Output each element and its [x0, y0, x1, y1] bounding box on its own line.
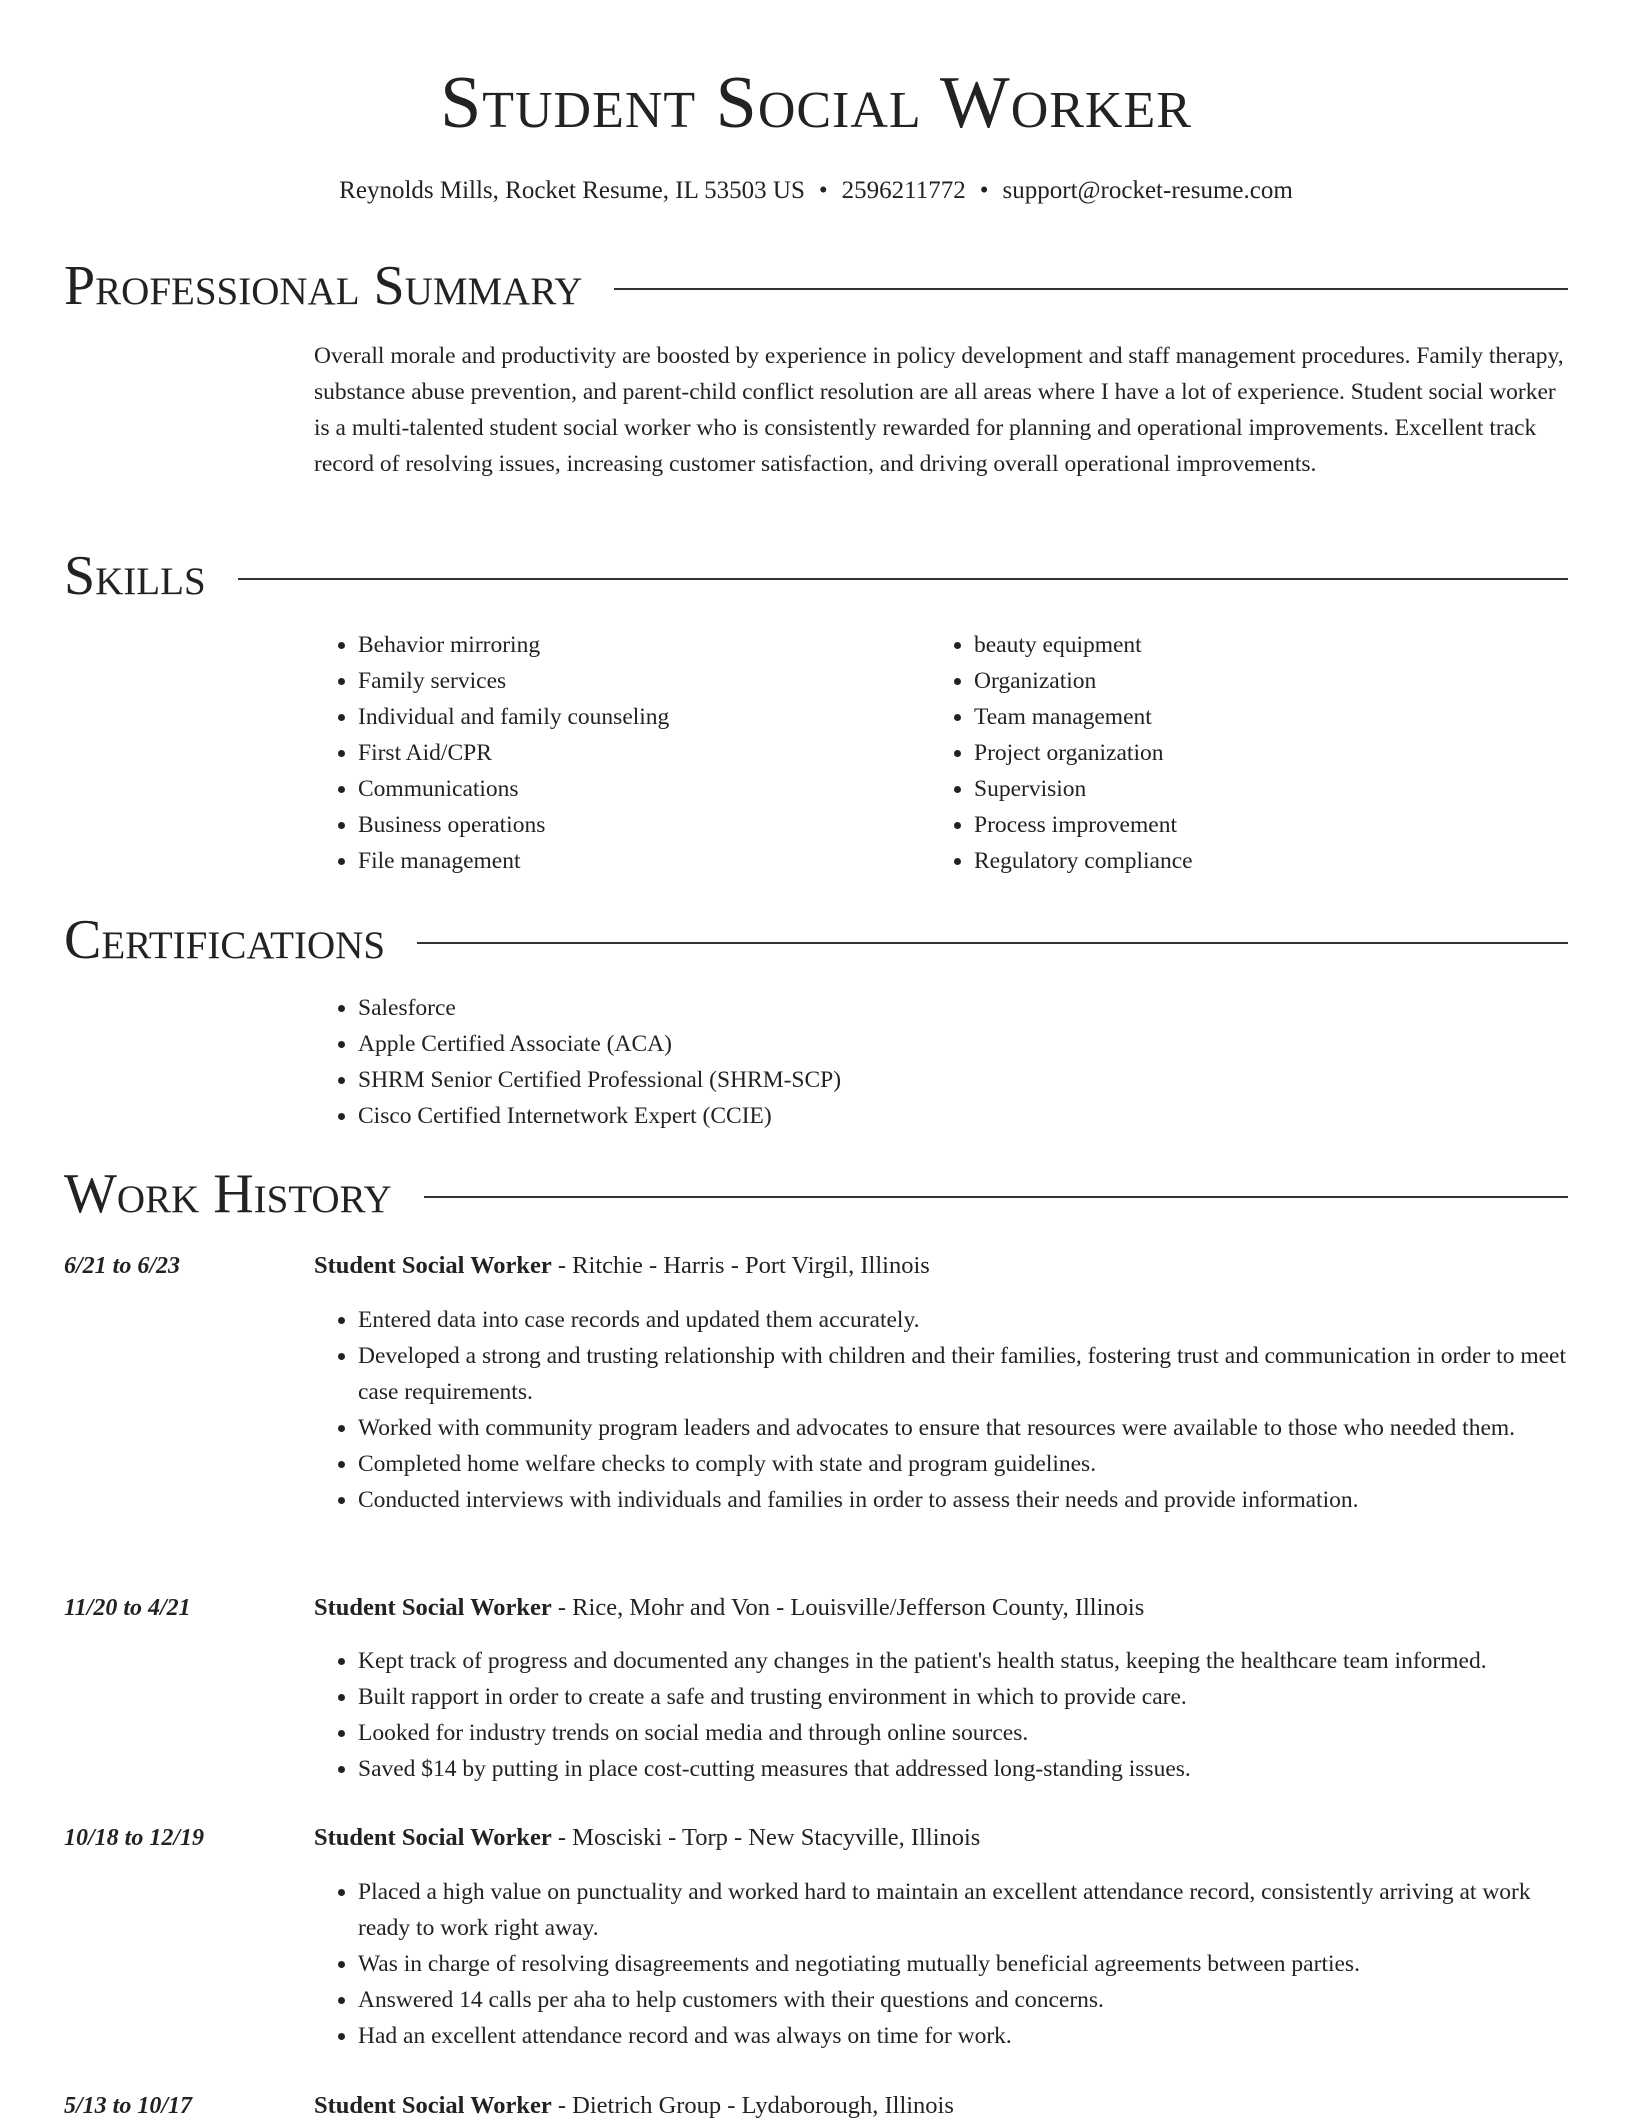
job-dates: 11/20 to 4/21	[64, 1595, 191, 1621]
skill-item: • Regulatory compliance	[974, 843, 1530, 879]
job-title: Student Social Worker	[314, 2092, 552, 2119]
contact-phone: 2596211772	[841, 177, 966, 204]
job-bullets	[314, 1874, 1568, 2054]
job-bullet: • Placed a high value on punctuality and worked hard to maintain an excellent attendance record, consistently arriving at work ready to work right away.	[358, 1874, 1568, 1946]
job-title: Student Social Worker	[314, 1594, 552, 1621]
job-bullets	[314, 1643, 1568, 1787]
certification-item: • Apple Certified Associate (ACA)	[358, 1026, 841, 1062]
contact-line	[0, 174, 1632, 208]
skill-item: • Communications	[358, 771, 914, 807]
job-bullet: • Kept track of progress and documented any changes in the patient's health status, keeping the healthcare team informed.	[358, 1643, 1568, 1679]
skills-column-right	[930, 627, 1530, 879]
job-bullet: • Had an excellent attendance record and was always on time for work.	[358, 2018, 1568, 2054]
job-title: Student Social Worker	[314, 1252, 552, 1279]
job-employer-location: - Ritchie - Harris - Port Virgil, Illinois	[551, 1252, 930, 1279]
skill-item: • Process improvement	[974, 807, 1530, 843]
job-employer-location: - Mosciski - Torp - New Stacyville, Illinois	[551, 1824, 981, 1851]
job-heading	[314, 1820, 980, 1856]
skill-item: • Team management	[974, 699, 1530, 735]
skills-column-left	[314, 627, 914, 879]
job-bullets	[314, 1302, 1568, 1518]
job-bullet: • Worked with community program leaders and advocates to ensure that resources were available to those who needed them.	[358, 1410, 1568, 1446]
job-bullet-list	[314, 1302, 1568, 1518]
skill-item: • Organization	[974, 663, 1530, 699]
job-bullet-list	[314, 1643, 1568, 1787]
certifications-list	[314, 990, 841, 1134]
skill-item: • beauty equipment	[974, 627, 1530, 663]
contact-separator: •	[979, 177, 989, 204]
skill-item: • Family services	[358, 663, 914, 699]
contact-address: Reynolds Mills, Rocket Resume, IL 53503 US	[339, 177, 805, 204]
job-bullet: • Completed home welfare checks to comply with state and program guidelines.	[358, 1446, 1568, 1482]
job-bullet: • Saved $14 by putting in place cost-cutting measures that addressed long-standing issues.	[358, 1751, 1568, 1787]
skill-item: • First Aid/CPR	[358, 735, 914, 771]
work-history-title: Work History	[64, 1163, 392, 1225]
work-history-section-heading	[64, 1162, 1568, 1226]
summary-section-heading	[64, 254, 1568, 318]
skill-item: • File management	[358, 843, 914, 879]
skill-item: • Supervision	[974, 771, 1530, 807]
section-rule	[238, 578, 1568, 580]
skills-list-left	[314, 627, 914, 879]
job-bullet: • Answered 14 calls per aha to help customers with their questions and concerns.	[358, 1982, 1568, 2018]
contact-separator: •	[818, 177, 828, 204]
contact-email: support@rocket-resume.com	[1002, 177, 1293, 204]
skills-title: Skills	[64, 545, 206, 607]
job-bullet: • Entered data into case records and updated them accurately.	[358, 1302, 1568, 1338]
certifications-section-heading	[64, 908, 1568, 972]
job-bullet: • Developed a strong and trusting relationship with children and their families, fostering trust and communication in order to meet case requirements.	[358, 1338, 1568, 1410]
section-rule	[614, 288, 1568, 290]
job-employer-location: - Dietrich Group - Lydaborough, Illinois	[551, 2092, 954, 2119]
job-title: Student Social Worker	[314, 1824, 552, 1851]
job-bullet-list	[314, 1874, 1568, 2054]
job-heading	[314, 2088, 954, 2124]
summary-title: Professional Summary	[64, 255, 583, 317]
certifications-title: Certifications	[64, 909, 386, 971]
job-employer-location: - Rice, Mohr and Von - Louisville/Jefferson County, Illinois	[551, 1594, 1145, 1621]
certifications-block	[314, 990, 841, 1134]
job-dates: 6/21 to 6/23	[64, 1253, 181, 1279]
certification-item: • Cisco Certified Internetwork Expert (CCIE)	[358, 1098, 841, 1134]
skills-list-right	[930, 627, 1530, 879]
job-dates: 10/18 to 12/19	[64, 1825, 205, 1851]
certification-item: • Salesforce	[358, 990, 841, 1026]
summary-text: Overall morale and productivity are boosted by experience in policy development and staff management procedures. Family therapy, substance abuse prevention, and parent-child conflict resolution are all areas where I have a lot of experience. Student social worker is a multi-talented student social worker who is consistently rewarded for planning and operational improvements. Excellent track record of resolving issues, increasing customer satisfaction, and driving overall operational improvements.	[314, 343, 1564, 477]
section-rule	[417, 942, 1568, 944]
resume-name: Student Social Worker	[440, 62, 1192, 144]
job-bullet: • Conducted interviews with individuals and families in order to assess their needs and provide information.	[358, 1482, 1568, 1518]
skill-item: • Project organization	[974, 735, 1530, 771]
job-heading	[314, 1248, 930, 1284]
certification-item: • SHRM Senior Certified Professional (SHRM-SCP)	[358, 1062, 841, 1098]
section-rule	[424, 1196, 1568, 1198]
job-bullet: • Was in charge of resolving disagreements and negotiating mutually beneficial agreements between parties.	[358, 1946, 1568, 1982]
skill-item: • Individual and family counseling	[358, 699, 914, 735]
skill-item: • Behavior mirroring	[358, 627, 914, 663]
job-bullet: • Built rapport in order to create a safe and trusting environment in which to provide care.	[358, 1679, 1568, 1715]
job-bullet: • Looked for industry trends on social media and through online sources.	[358, 1715, 1568, 1751]
job-dates: 5/13 to 10/17	[64, 2093, 193, 2119]
skills-section-heading	[64, 544, 1568, 608]
skill-item: • Business operations	[358, 807, 914, 843]
job-heading	[314, 1590, 1144, 1626]
